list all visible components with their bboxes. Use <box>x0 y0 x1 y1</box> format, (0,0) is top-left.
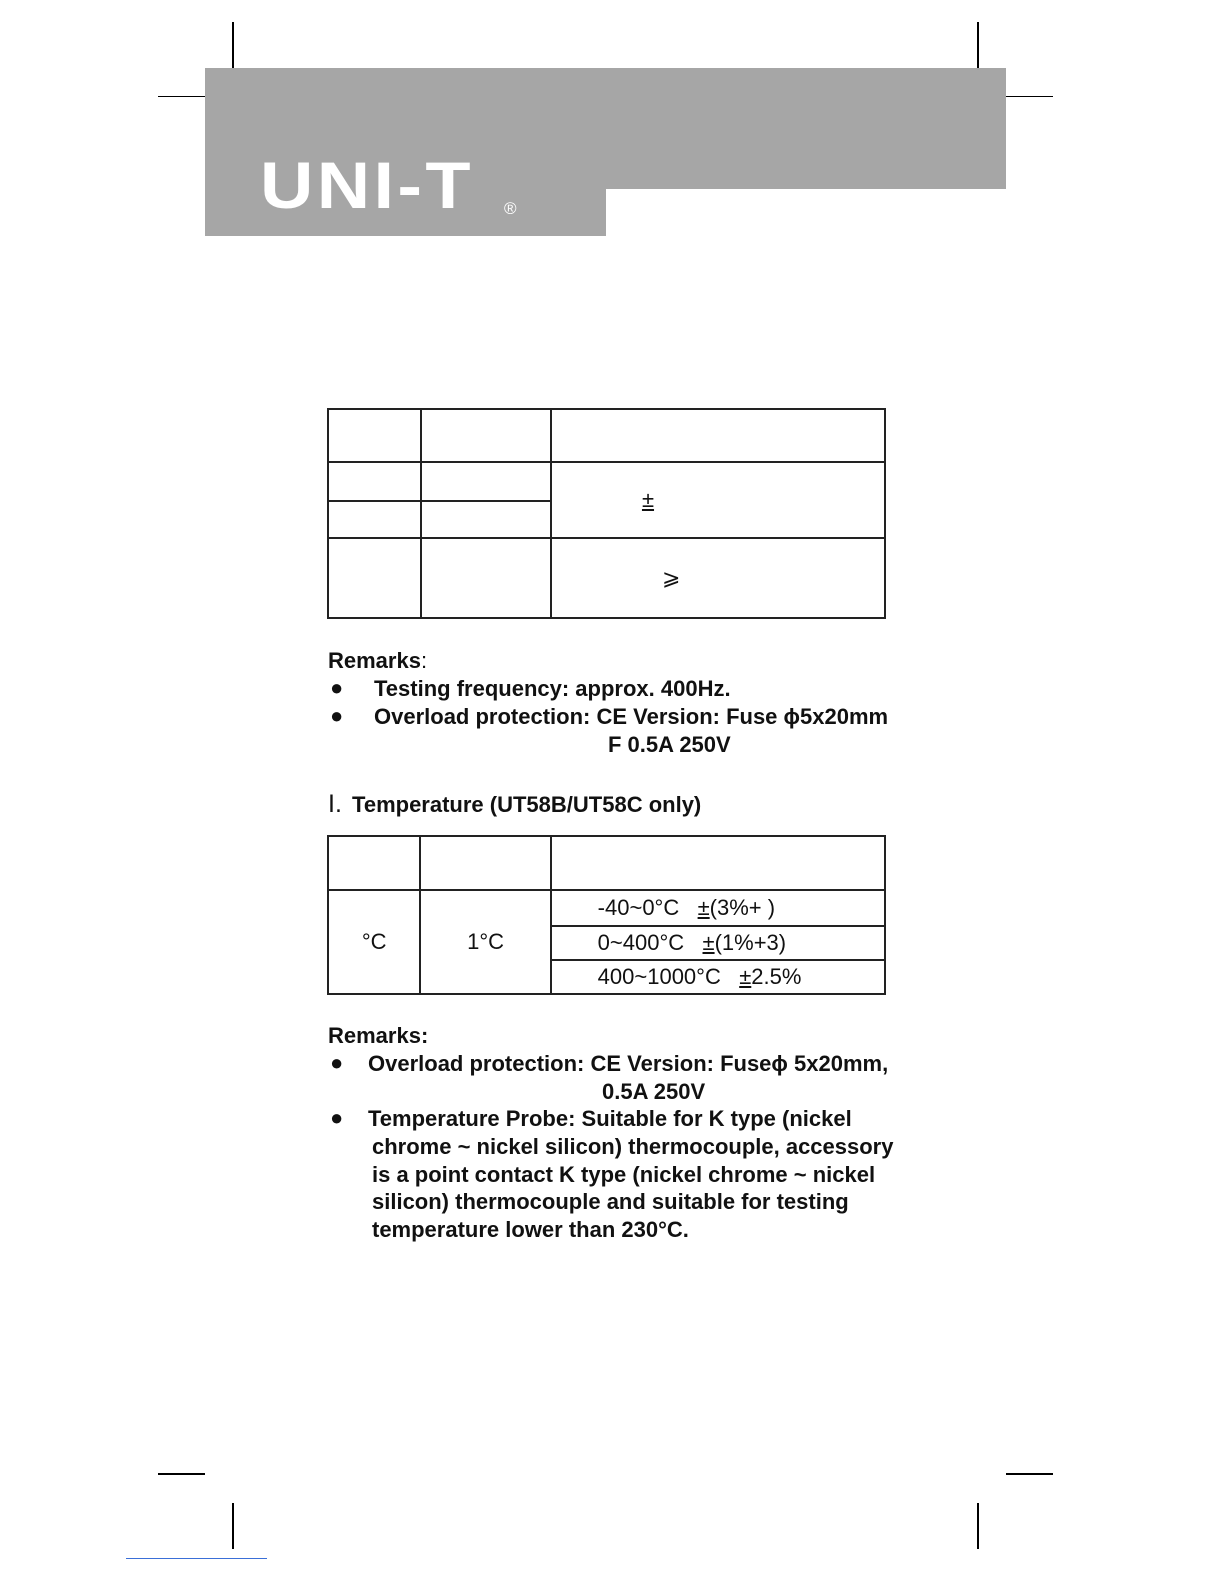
table-cell <box>421 501 551 538</box>
bullet-icon: ● <box>330 703 344 728</box>
table-cell <box>421 462 551 501</box>
bottom-link-underline <box>126 1558 267 1559</box>
table-cell <box>328 836 420 890</box>
temperature-resolution-cell: 1°C <box>420 890 550 994</box>
temperature-range-row: 0~400°C ±(1%+3) <box>551 926 885 960</box>
crop-mark-top-left-v <box>232 22 234 68</box>
remark-probe-line-4: silicon) thermocouple and suitable for testing <box>372 1189 849 1214</box>
brand-logo: UNI-T <box>260 148 474 222</box>
spec-table-1 <box>327 408 886 619</box>
bullet-icon: ● <box>330 1050 344 1075</box>
table-row <box>328 890 885 926</box>
remark-overload-protection-2: Overload protection: CE Version: Fuseϕ 5x20mm, <box>368 1051 889 1076</box>
remark-overload-protection-2-cont: 0.5A 250V <box>602 1079 706 1104</box>
remark-probe-line-5: temperature lower than 230°C. <box>372 1217 689 1242</box>
table-cell <box>551 409 885 462</box>
table-cell <box>421 538 551 618</box>
temperature-range-row: -40~0°C ±(3%+ ) <box>551 890 885 926</box>
crop-mark-bottom-left-v <box>232 1503 234 1549</box>
remark-testing-frequency: Testing frequency: approx. 400Hz. <box>374 676 731 701</box>
temperature-range-row: 400~1000°C ±2.5% <box>551 960 885 994</box>
temperature-spec-table <box>327 835 886 995</box>
crop-mark-bottom-right-h <box>1006 1473 1053 1475</box>
crop-mark-top-left-h <box>158 96 205 97</box>
greater-equal-symbol: ⩾ <box>661 565 681 590</box>
remarks-title-2: Remarks: <box>328 1023 429 1048</box>
table-cell <box>328 462 421 501</box>
remark-probe-line-1: Temperature Probe: Suitable for K type (nickel <box>368 1106 852 1131</box>
bullet-icon: ● <box>330 675 344 700</box>
crop-mark-bottom-right-v <box>977 1503 979 1549</box>
temperature-unit-cell: °C <box>328 890 420 994</box>
remark-probe-line-2: chrome ~ nickel silicon) thermocouple, accessory <box>372 1134 894 1159</box>
remark-probe-line-3: is a point contact K type (nickel chrome ~ nickel <box>372 1162 876 1187</box>
crop-mark-top-right-h <box>1006 96 1053 97</box>
remark-overload-protection: Overload protection: CE Version: Fuse ϕ5x20mm <box>374 704 889 729</box>
section-heading-temperature: I. Temperature (UT58B/UT58C only) <box>328 790 702 818</box>
table-cell <box>420 836 550 890</box>
crop-mark-top-right-v <box>977 22 979 68</box>
table-row <box>328 409 885 462</box>
table-row <box>328 836 885 890</box>
bullet-icon: ● <box>330 1105 344 1130</box>
crop-mark-bottom-left-h <box>158 1473 205 1475</box>
table-cell <box>328 538 421 618</box>
remark-overload-protection-cont: F 0.5A 250V <box>608 732 731 757</box>
plus-minus-symbol: ± <box>641 487 655 512</box>
table-row <box>328 462 885 501</box>
table-cell-accuracy <box>551 462 885 538</box>
registered-mark: ® <box>504 199 517 218</box>
table-cell-input-impedance <box>551 538 885 618</box>
remarks-title-1: Remarks: <box>328 648 428 673</box>
table-cell <box>328 409 421 462</box>
table-row <box>328 538 885 618</box>
table-cell <box>551 836 885 890</box>
table-cell <box>421 409 551 462</box>
table-cell <box>328 501 421 538</box>
